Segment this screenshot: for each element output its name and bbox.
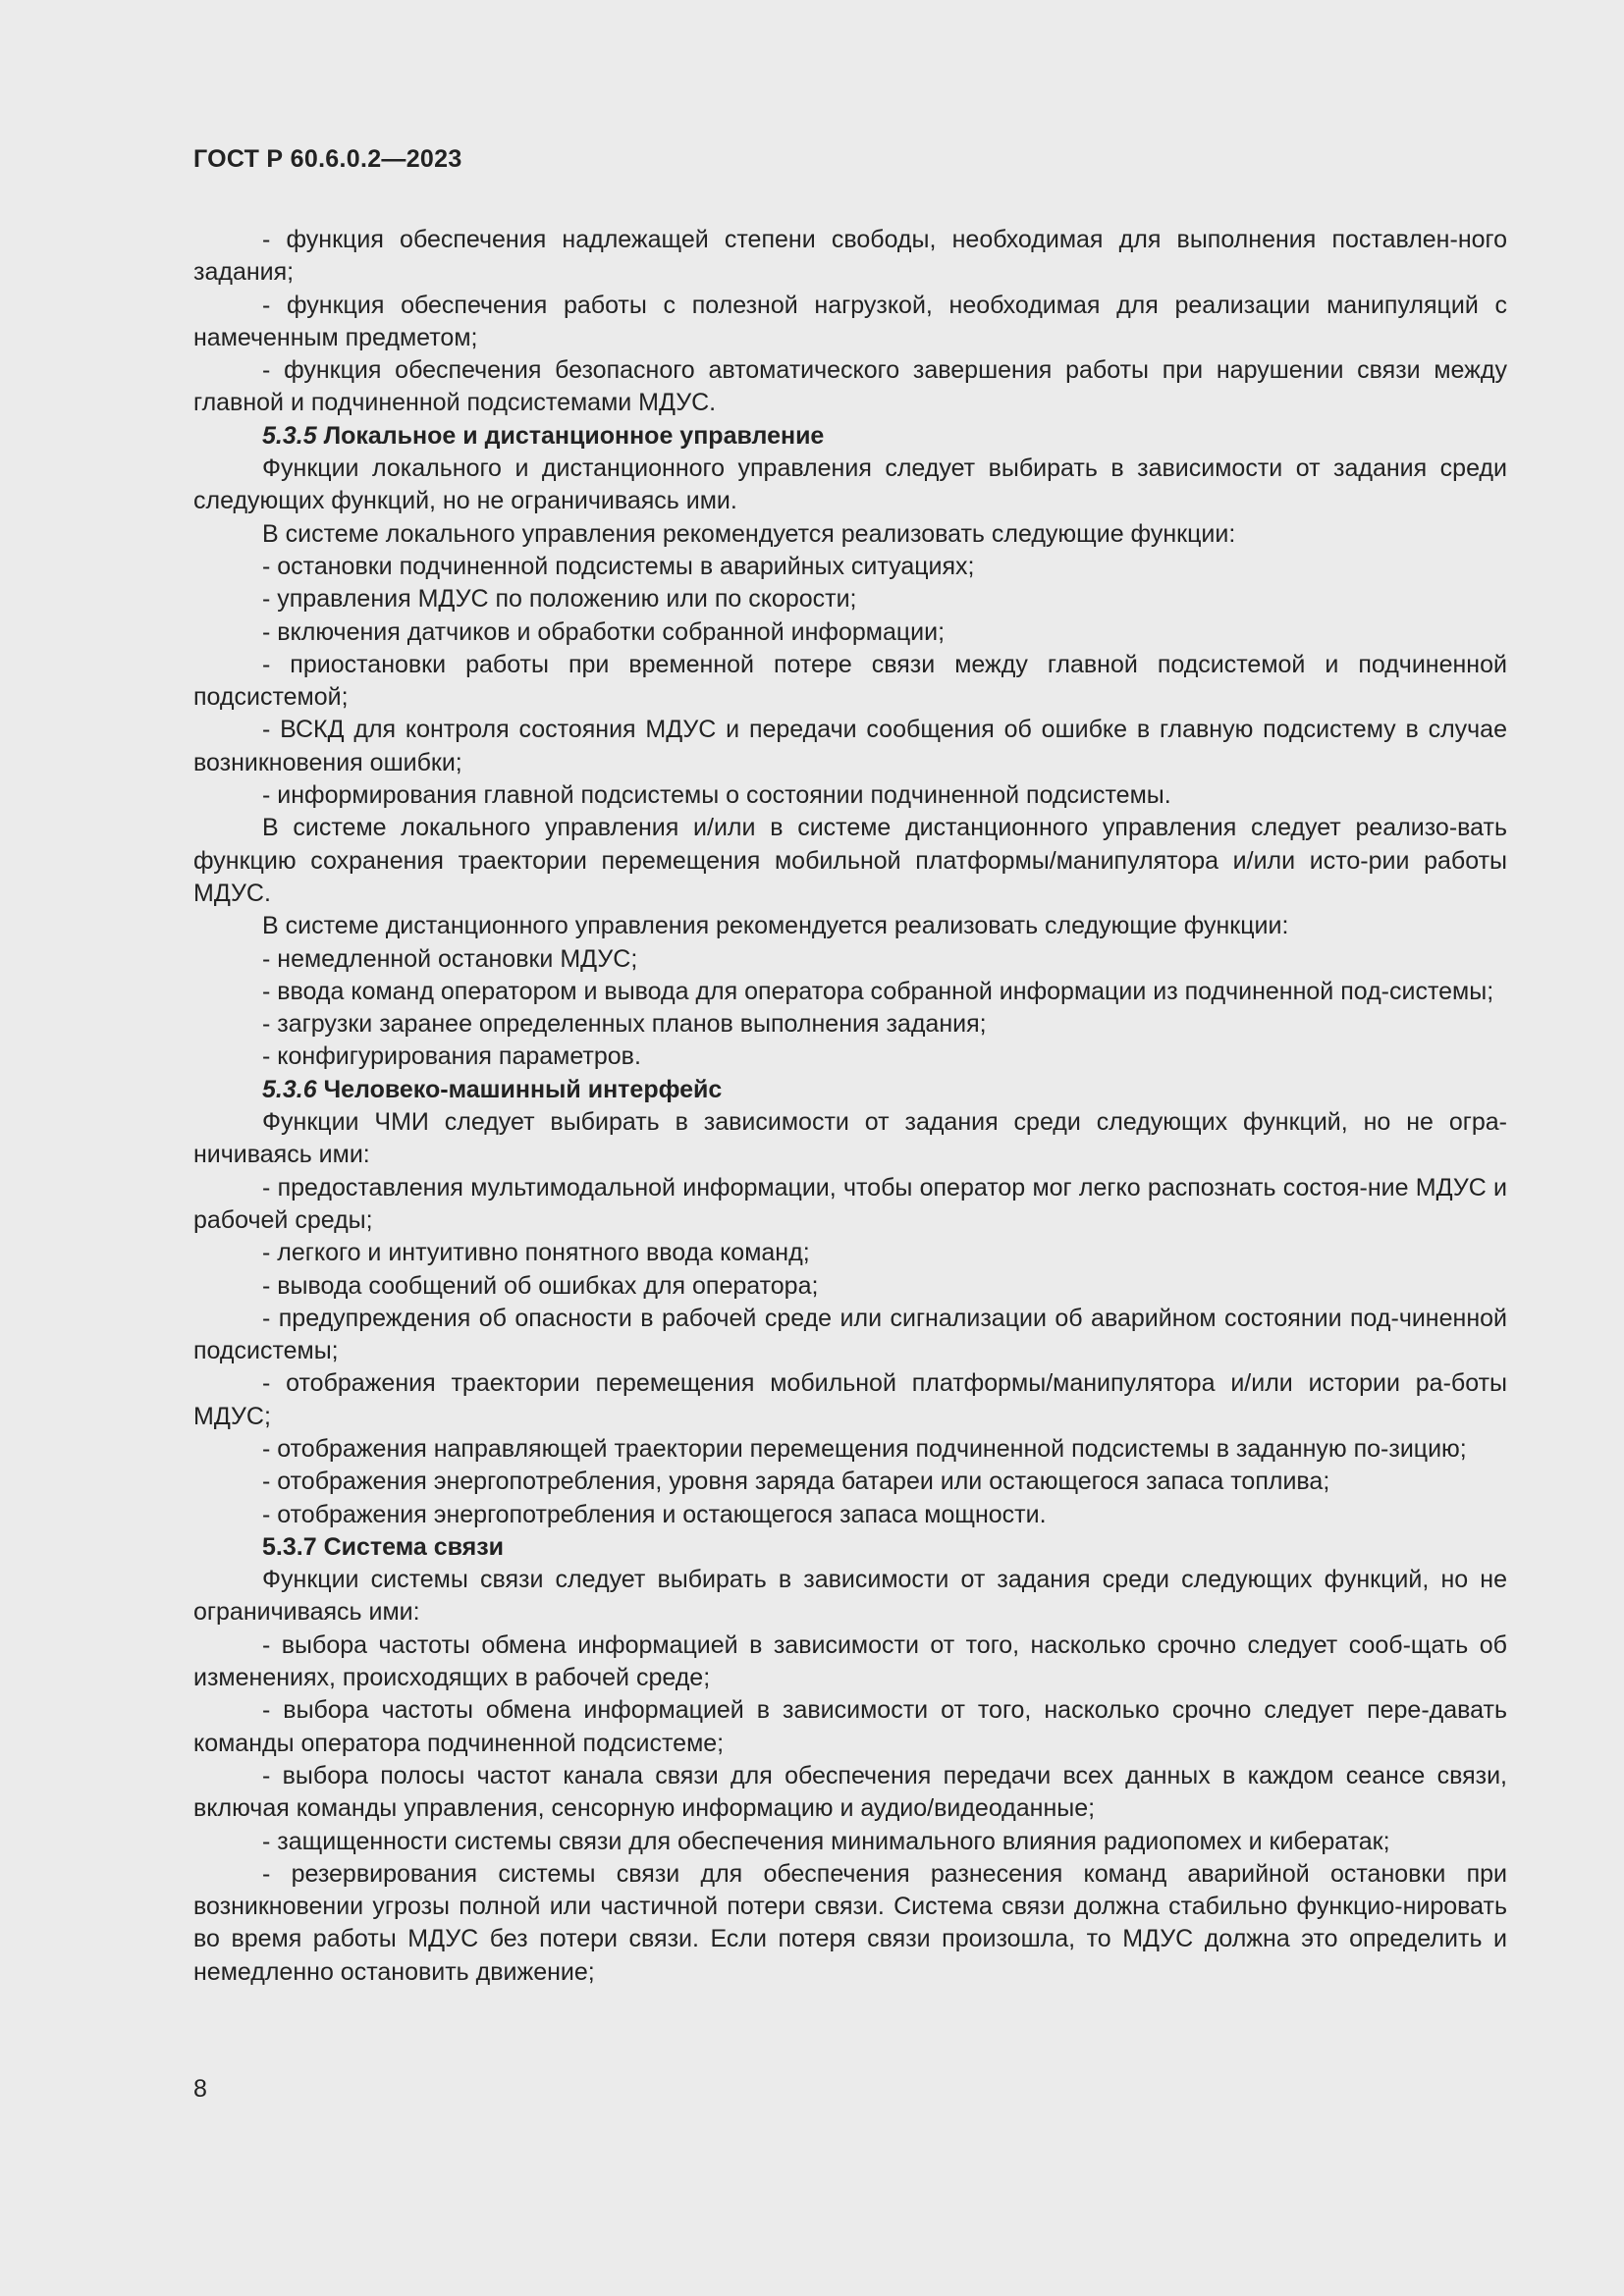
paragraph: - отображения энергопотребления, уровня заряда батареи или остающегося запаса топлива;: [262, 1468, 1330, 1496]
section-number: 5.3.5: [262, 421, 317, 450]
section-heading: [193, 420, 1507, 453]
paragraph: - управления МДУС по положению или по скорости;: [262, 585, 857, 614]
section-heading: [193, 1074, 1507, 1106]
document-body: [193, 224, 1507, 1989]
paragraph: - конфигурирования параметров.: [262, 1042, 641, 1071]
section-title: Человеко-машинный интерфейс: [323, 1075, 723, 1103]
paragraph: - отображения направляющей траектории перемещения подчиненной подсистемы в заданную по-зицию;: [262, 1434, 1467, 1463]
page-number: 8: [193, 2075, 207, 2103]
section-title: Локальное и дистанционное управление: [323, 421, 825, 450]
paragraph: - вывода сообщений об ошибках для оператора;: [262, 1271, 819, 1300]
paragraph: - функция обеспечения безопасного автоматического завершения работы при нарушении связи между главной и подчиненной подсистемами МДУС.: [193, 356, 1507, 417]
paragraph: - защищенности системы связи для обеспечения минимального влияния радиопомех и кибератак;: [262, 1827, 1390, 1855]
paragraph: - легкого и интуитивно понятного ввода команд;: [262, 1239, 810, 1267]
paragraph: - остановки подчиненной подсистемы в аварийных ситуациях;: [262, 552, 975, 580]
paragraph: - отображения энергопотребления и остающегося запаса мощности.: [262, 1500, 1047, 1528]
paragraph: - функция обеспечения работы с полезной нагрузкой, необходимая для реализации манипуляций с намеченным предметом;: [193, 291, 1507, 351]
paragraph: - выбора частоты обмена информацией в зависимости от того, насколько срочно следует пере-давать команды оператора подчиненной подсистеме;: [193, 1696, 1507, 1757]
paragraph: - приостановки работы при временной потере связи между главной подсистемой и подчиненной подсистемой;: [193, 650, 1507, 712]
section-heading: [193, 1531, 1507, 1564]
paragraph: В системе локального управления рекомендуется реализовать следующие функции:: [262, 519, 1236, 548]
paragraph: - функция обеспечения надлежащей степени свободы, необходимая для выполнения поставлен-ного задания;: [193, 226, 1507, 287]
paragraph: - включения датчиков и обработки собранной информации;: [262, 617, 946, 646]
paragraph: - отображения траектории перемещения мобильной платформы/манипулятора и/или истории ра-боты МДУС;: [193, 1369, 1507, 1430]
paragraph: - ввода команд оператором и вывода для оператора собранной информации из подчиненной под-системы;: [262, 977, 1494, 1005]
paragraph: - выбора частоты обмена информацией в зависимости от того, насколько срочно следует сооб-щать об изменениях, происходящих в рабочей среде;: [193, 1630, 1507, 1692]
document-header: ГОСТ Р 60.6.0.2—2023: [193, 145, 462, 173]
paragraph: - ВСКД для контроля состояния МДУС и передачи сообщения об ошибке в главную подсистему в случае возникновения ошибки;: [193, 716, 1507, 776]
paragraph: Функции ЧМИ следует выбирать в зависимости от задания среди следующих функций, но не огра-ничиваясь ими:: [193, 1108, 1507, 1169]
paragraph: - выбора полосы частот канала связи для обеспечения передачи всех данных в каждом сеансе связи, включая команды управления, сенсорную информацию и аудио/видеоданные;: [193, 1761, 1507, 1823]
paragraph: В системе дистанционного управления рекомендуется реализовать следующие функции:: [262, 912, 1289, 940]
section-number: 5.3.7: [262, 1532, 317, 1561]
paragraph: Функции системы связи следует выбирать в зависимости от задания среди следующих функций, но не ограничиваясь ими:: [193, 1566, 1507, 1627]
paragraph: - немедленной остановки МДУС;: [262, 944, 638, 973]
paragraph: - резервирования системы связи для обеспечения разнесения команд аварийной остановки при возникновении угрозы полной или частичной потери связи. Система связи должна стабильно функцио-нировать во время работы МДУС без потери связи. Если потеря связи произошла, то МДУС должна это определить и немедленно остановить движение;: [193, 1859, 1507, 1986]
section-number: 5.3.6: [262, 1075, 317, 1103]
paragraph: Функции локального и дистанционного управления следует выбирать в зависимости от задания среди следующих функций, но не ограничиваясь ими.: [193, 454, 1507, 515]
paragraph: - информирования главной подсистемы о состоянии подчиненной подсистемы.: [262, 781, 1171, 810]
paragraph: - загрузки заранее определенных планов выполнения задания;: [262, 1010, 987, 1039]
paragraph: - предупреждения об опасности в рабочей среде или сигнализации об аварийном состоянии под-чиненной подсистемы;: [193, 1304, 1507, 1365]
paragraph: В системе локального управления и/или в системе дистанционного управления следует реализо-вать функцию сохранения траектории перемещения мобильной платформы/манипулятора и/или исто-рии работы МДУС.: [193, 814, 1507, 907]
section-title: Система связи: [323, 1532, 505, 1561]
paragraph: - предоставления мультимодальной информации, чтобы оператор мог легко распознать состоя-ние МДУС и рабочей среды;: [193, 1173, 1507, 1234]
